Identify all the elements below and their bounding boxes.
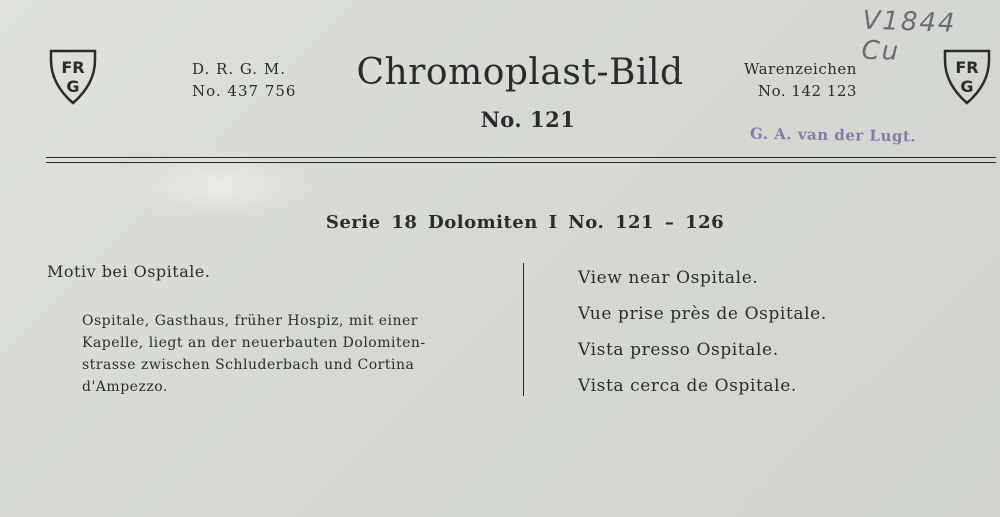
logo-right-bottom: G [960,77,974,96]
translations-list [578,260,827,404]
warenzeichen-label: Warenzeichen [744,60,857,78]
translation-english: View near Ospitale. [578,268,759,288]
column-divider [523,263,524,396]
description-line: Kapelle, liegt an der neuerbauten Dolomiten- [82,335,426,351]
owner-stamp: G. A. van der Lugt. [749,124,917,146]
logo-right-top: FR [955,58,979,77]
motif-heading: Motiv bei Ospitale. [47,262,211,281]
drgm-label: D. R. G. M. [192,60,286,78]
translation-italian: Vista presso Ospitale. [578,340,779,360]
paper-stain [120,150,320,220]
series-heading: Serie 18 Dolomiten I No. 121 – 126 [325,212,725,233]
divider-rule-top [46,157,996,158]
description-line: strasse zwischen Schluderbach und Cortina [82,357,415,373]
german-description [82,310,474,398]
warenzeichen-number: No. 142 123 [758,82,857,100]
logo-left-top: FR [61,58,85,77]
frg-shield-logo-icon [942,48,992,106]
description-line: Ospitale, Gasthaus, früher Hospiz, mit einer [82,313,419,329]
card-number: No. 121 [480,107,576,132]
drgm-number: No. 437 756 [192,82,297,100]
translation-spanish: Vista cerca de Ospitale. [578,376,797,396]
divider-rule-bottom [46,162,996,163]
warenzeichen-block [744,58,857,102]
logo-left-bottom: G [66,77,80,96]
translation-french: Vue prise près de Ospitale. [578,304,827,324]
frg-logo-right [942,48,992,106]
handwritten-note: V1844 Cu [860,5,958,67]
card-title: Chromoplast-Bild [356,52,684,93]
description-line: d'Ampezzo. [82,379,168,395]
